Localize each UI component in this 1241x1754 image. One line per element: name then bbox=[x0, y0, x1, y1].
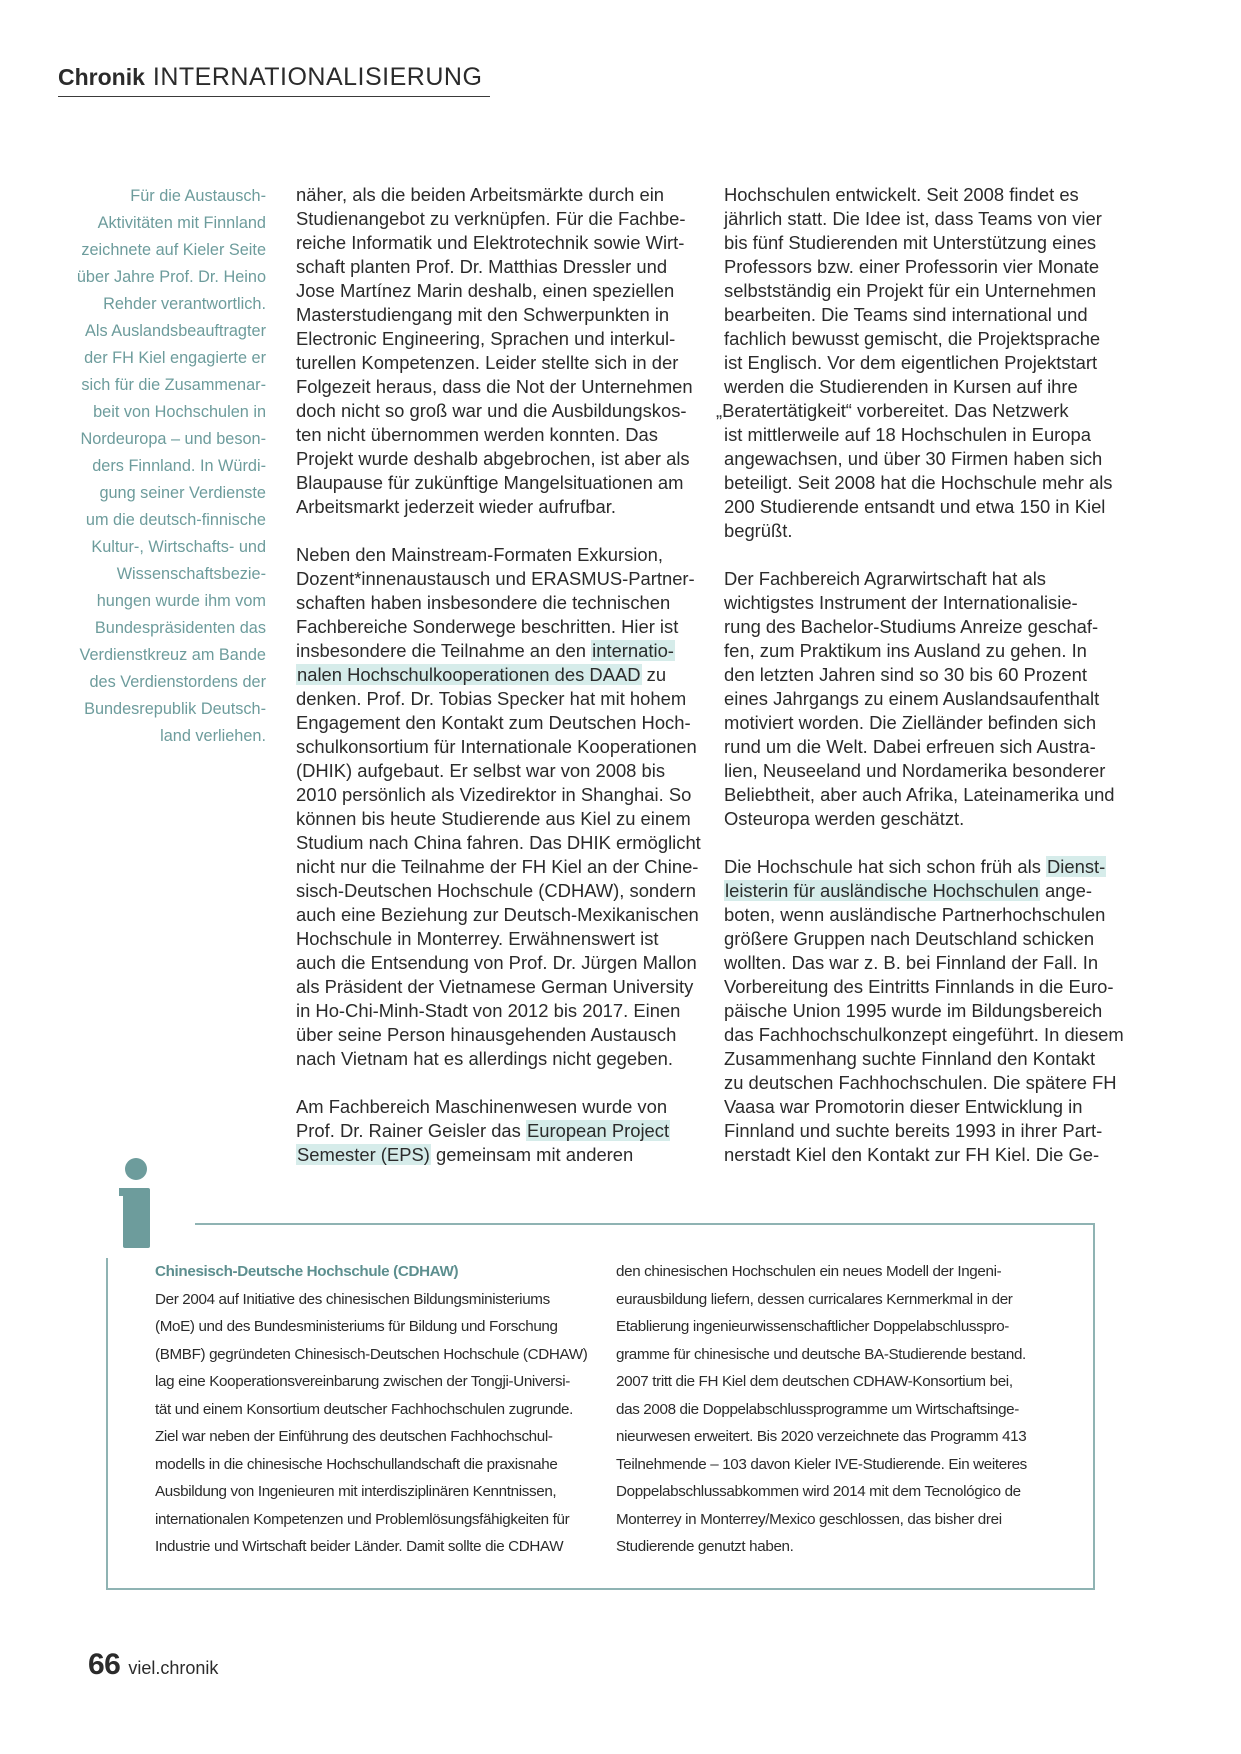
text-line: päische Union 1995 wurde im Bildungsbereich bbox=[724, 1000, 1103, 1021]
sidebar-line: Verdienstkreuz am Bande bbox=[79, 646, 266, 664]
body-column-right bbox=[716, 183, 1144, 1167]
text-line bbox=[296, 663, 706, 687]
text-line: selbstständig ein Projekt für ein Unternehmen bbox=[724, 280, 1097, 301]
text-run: Prof. Dr. Rainer Geisler das bbox=[296, 1120, 526, 1141]
sidebar-line: Rehder verantwortlich. bbox=[103, 295, 266, 313]
text-line: turellen Kompetenzen. Leider stellte sich in der bbox=[296, 352, 679, 373]
text-line: doch nicht so groß war und die Ausbildungskos- bbox=[296, 400, 687, 421]
text-line: größere Gruppen nach Deutschland schicken bbox=[724, 928, 1095, 949]
highlight-dienstleisterin: leisterin für ausländische Hochschulen bbox=[725, 880, 1039, 901]
info-box-line: lag eine Kooperationsvereinbarung zwischen der Tongji-Universi- bbox=[155, 1373, 570, 1390]
paragraph-gap bbox=[724, 543, 1144, 567]
text-line: Hochschule in Monterrey. Erwähnenswert ist bbox=[296, 928, 659, 949]
text-line: fachlich bewusst gemischt, die Projektsprache bbox=[724, 328, 1101, 349]
text-run: ange- bbox=[1039, 880, 1092, 901]
text-line: auch die Entsendung von Prof. Dr. Jürgen Mallon bbox=[296, 952, 697, 973]
text-line: nerstadt Kiel den Kontakt zur FH Kiel. Die Ge- bbox=[724, 1144, 1100, 1165]
text-line: Engagement den Kontakt zum Deutschen Hoch- bbox=[296, 712, 691, 733]
info-box-line: nieurwesen erweitert. Bis 2020 verzeichnete das Programm 413 bbox=[616, 1428, 1027, 1445]
info-i-dot bbox=[125, 1158, 147, 1180]
sidebar-line: Nordeuropa – und beson- bbox=[80, 430, 266, 448]
text-line: Professors bzw. einer Professorin vier Monate bbox=[724, 256, 1100, 277]
highlight-eps: European Project bbox=[526, 1120, 670, 1141]
text-line: bearbeiten. Die Teams sind international und bbox=[724, 304, 1088, 325]
text-line bbox=[724, 879, 1144, 903]
info-box-line: gramme für chinesische und deutsche BA-Studierende bestand. bbox=[616, 1345, 1026, 1363]
sidebar-line: Kultur-, Wirtschafts- und bbox=[91, 538, 266, 556]
text-line: „Beratertätigkeit“ vorbereitet. Das Netzwerk bbox=[716, 400, 1069, 421]
header-topic: INTERNATIONALISIERUNG bbox=[152, 63, 483, 91]
sidebar-line: Für die Austausch- bbox=[130, 187, 266, 205]
info-box-line: internationalen Kompetenzen und Problemlösungsfähigkeiten für bbox=[155, 1510, 570, 1528]
sidebar-line: um die deutsch-finnische bbox=[85, 511, 266, 529]
body-column-middle bbox=[296, 183, 706, 1167]
info-box-line: Etablierung ingenieurwissenschaftlicher Doppelabschlusspro- bbox=[616, 1318, 1010, 1335]
highlight-dienstleisterin: Dienst- bbox=[1047, 856, 1106, 877]
highlight-daad: nalen Hochschulkooperationen des DAAD bbox=[297, 664, 641, 685]
text-line: Projekt wurde deshalb abgebrochen, ist aber als bbox=[296, 448, 690, 469]
info-box-title: Chinesisch-Deutsche Hochschule (CDHAW) bbox=[155, 1263, 459, 1280]
text-line: werden die Studierenden in Kursen auf ihre bbox=[724, 376, 1078, 397]
text-line: Finnland und suchte bereits 1993 in ihrer Part- bbox=[724, 1120, 1103, 1141]
text-line: Studienangebot zu verknüpfen. Für die Fachbe- bbox=[296, 208, 686, 229]
text-line: Neben den Mainstream-Formaten Exkursion, bbox=[296, 544, 663, 565]
sidebar-line: der FH Kiel engagierte er bbox=[84, 349, 266, 367]
text-line: Hochschulen entwickelt. Seit 2008 findet es bbox=[724, 184, 1079, 205]
text-line: Vaasa war Promotorin dieser Entwicklung in bbox=[724, 1096, 1083, 1117]
info-box-border-top bbox=[195, 1223, 1095, 1225]
text-line: rund um die Welt. Dabei erfreuen sich Austra- bbox=[724, 736, 1096, 757]
page-number: 66 bbox=[88, 1648, 121, 1681]
info-box-border-bottom bbox=[106, 1588, 1095, 1590]
sidebar-line: ders Finnland. In Würdi- bbox=[92, 457, 266, 475]
info-box-line: Doppelabschlussabkommen wird 2014 mit dem Tecnológico de bbox=[616, 1483, 1021, 1500]
info-box-column-right bbox=[616, 1258, 1066, 1561]
sidebar-line: Bundespräsidenten das bbox=[94, 619, 266, 637]
sidebar-line: über Jahre Prof. Dr. Heino bbox=[76, 268, 266, 286]
text-line: begrüßt. bbox=[724, 520, 793, 541]
sidebar-line: Wissenschaftsbezie- bbox=[116, 565, 266, 583]
sidebar-line: Als Auslandsbeauftragter bbox=[84, 322, 266, 340]
text-line: Studium nach China fahren. Das DHIK ermöglicht bbox=[296, 832, 701, 853]
text-line: näher, als die beiden Arbeitsmärkte durch ein bbox=[296, 184, 665, 205]
text-line: schulkonsortium für Internationale Kooperationen bbox=[296, 736, 697, 757]
text-line bbox=[296, 1119, 706, 1143]
text-line: nicht nur die Teilnahme der FH Kiel an der Chine- bbox=[296, 856, 699, 877]
text-line: wollten. Das war z. B. bei Finnland der Fall. In bbox=[724, 952, 1099, 973]
text-line: motiviert worden. Die Zielländer befinden sich bbox=[724, 712, 1097, 733]
running-header bbox=[58, 62, 490, 97]
text-run: insbesondere die Teilnahme an den bbox=[296, 640, 592, 661]
text-run: zu bbox=[641, 664, 667, 685]
text-line: Der Fachbereich Agrarwirtschaft hat als bbox=[724, 568, 1046, 589]
text-line: denken. Prof. Dr. Tobias Specker hat mit hohem bbox=[296, 688, 687, 709]
sidebar-line: des Verdienstordens der bbox=[89, 673, 266, 691]
text-line: Dozent*innenaustausch und ERASMUS-Partner- bbox=[296, 568, 695, 589]
text-line: Jose Martínez Marin deshalb, einen speziellen bbox=[296, 280, 675, 301]
sidebar-line: Bundesrepublik Deutsch- bbox=[84, 700, 266, 718]
sidebar-line: zeichnete auf Kieler Seite bbox=[81, 241, 266, 259]
sidebar-line: sich für die Zusammenar- bbox=[81, 376, 266, 394]
text-line bbox=[296, 1143, 706, 1167]
text-line: in Ho-Chi-Minh-Stadt von 2012 bis 2017. Einen bbox=[296, 1000, 681, 1021]
paragraph-gap bbox=[724, 831, 1144, 855]
text-line: (DHIK) aufgebaut. Er selbst war von 2008 bis bbox=[296, 760, 666, 781]
text-line: Fachbereiche Sonderwege beschritten. Hier ist bbox=[296, 616, 679, 637]
info-box-line: (MoE) und des Bundesministeriums für Bildung und Forschung bbox=[155, 1318, 558, 1335]
publication-name: viel.chronik bbox=[128, 1658, 219, 1678]
header-section: Chronik bbox=[58, 64, 145, 90]
text-line: sisch-Deutschen Hochschule (CDHAW), sondern bbox=[296, 880, 696, 901]
text-line: fen, zum Praktikum ins Ausland zu gehen. In bbox=[724, 640, 1087, 661]
text-line bbox=[724, 855, 1144, 879]
info-box-line: Ausbildung von Ingenieuren mit interdisziplinären Kenntnissen, bbox=[155, 1483, 557, 1500]
info-box-line: Studierende genutzt haben. bbox=[616, 1538, 794, 1555]
text-line: ist Englisch. Vor dem eigentlichen Projektstart bbox=[724, 352, 1098, 373]
info-box-column-left bbox=[155, 1258, 600, 1561]
text-run: Die Hochschule hat sich schon früh als bbox=[724, 856, 1046, 877]
sidebar-note bbox=[56, 183, 266, 750]
text-line: 200 Studierende entsandt und etwa 150 in Kiel bbox=[724, 496, 1106, 517]
text-line: lien, Neuseeland und Nordamerika besonderer bbox=[724, 760, 1106, 781]
text-line: angewachsen, und über 30 Firmen haben sich bbox=[724, 448, 1103, 469]
text-line: als Präsident der Vietnamese German University bbox=[296, 976, 694, 997]
text-line: Folgezeit heraus, dass die Not der Unternehmen bbox=[296, 376, 693, 397]
info-box-border-right bbox=[1093, 1223, 1095, 1590]
info-box-line: Ziel war neben der Einführung des deutschen Fachhochschul- bbox=[155, 1428, 553, 1445]
info-box-line: eurausbildung liefern, dessen curricalares Kernmerkmal in der bbox=[616, 1290, 1013, 1308]
text-line: boten, wenn ausländische Partnerhochschulen bbox=[724, 904, 1106, 925]
text-line: schaft planten Prof. Dr. Matthias Dressler und bbox=[296, 256, 668, 277]
info-box-line: tät und einem Konsortium deutscher Fachhochschulen zugrunde. bbox=[155, 1400, 574, 1418]
text-line: rung des Bachelor-Studiums Anreize geschaf- bbox=[724, 616, 1099, 637]
paragraph-gap bbox=[296, 519, 706, 543]
sidebar-line: Aktivitäten mit Finnland bbox=[97, 214, 266, 232]
text-line: reiche Informatik und Elektrotechnik sowie Wirt- bbox=[296, 232, 685, 253]
info-box-line: 2007 tritt die FH Kiel dem deutschen CDHAW-Konsortium bei, bbox=[616, 1373, 1013, 1390]
text-line: Am Fachbereich Maschinenwesen wurde von bbox=[296, 1096, 668, 1117]
highlight-eps: Semester (EPS) bbox=[297, 1144, 430, 1165]
info-box-line: modells in die chinesische Hochschullandschaft die praxisnahe bbox=[155, 1455, 558, 1473]
text-line: können bis heute Studierende aus Kiel zu einem bbox=[296, 808, 691, 829]
text-line bbox=[296, 639, 706, 663]
text-line: das Fachhochschulkonzept eingeführt. In diesem bbox=[724, 1024, 1124, 1045]
text-line: Electronic Engineering, Sprachen und interkul- bbox=[296, 328, 676, 349]
text-line: Blaupause für zukünftige Mangelsituationen am bbox=[296, 472, 684, 493]
text-line: auch eine Beziehung zur Deutsch-Mexikanischen bbox=[296, 904, 699, 925]
text-line: ist mittlerweile auf 18 Hochschulen in Europa bbox=[724, 424, 1091, 445]
text-line: den letzten Jahren sind so 30 bis 60 Prozent bbox=[724, 664, 1087, 685]
text-line: jährlich statt. Die Idee ist, dass Teams von vier bbox=[724, 208, 1102, 229]
text-line: schaften haben insbesondere die technischen bbox=[296, 592, 671, 613]
text-run: gemeinsam mit anderen bbox=[430, 1144, 634, 1165]
text-line: über seine Person hinausgehenden Austausch bbox=[296, 1024, 677, 1045]
text-line: 2010 persönlich als Vizedirektor in Shanghai. So bbox=[296, 784, 692, 805]
text-line: zu deutschen Fachhochschulen. Die spätere FH bbox=[724, 1072, 1117, 1093]
info-box-line: den chinesischen Hochschulen ein neues Modell der Ingeni- bbox=[616, 1263, 1002, 1280]
page-footer bbox=[88, 1648, 218, 1682]
sidebar-line: gung seiner Verdienste bbox=[99, 484, 266, 502]
info-box-line: das 2008 die Doppelabschlussprogramme um Wirtschaftsinge- bbox=[616, 1400, 1019, 1418]
text-line: Vorbereitung des Eintritts Finnlands in die Euro- bbox=[724, 976, 1114, 997]
text-line: Arbeitsmarkt jederzeit wieder aufrufbar. bbox=[296, 496, 616, 517]
text-line: eines Jahrgangs zu einem Auslandsaufenthalt bbox=[724, 688, 1100, 709]
text-line: wichtigstes Instrument der Internationalisie- bbox=[724, 592, 1078, 613]
text-line: Masterstudiengang mit den Schwerpunkten in bbox=[296, 304, 670, 325]
highlight-daad: internatio- bbox=[592, 640, 674, 661]
text-line: nach Vietnam hat es allerdings nicht gegeben. bbox=[296, 1048, 673, 1069]
info-box-line: Industrie und Wirtschaft beider Länder. Damit sollte die CDHAW bbox=[155, 1538, 564, 1555]
info-box-line: (BMBF) gegründeten Chinesisch-Deutschen Hochschule (CDHAW) bbox=[155, 1345, 588, 1363]
sidebar-line: hungen wurde ihm vom bbox=[96, 592, 266, 610]
sidebar-line: land verliehen. bbox=[160, 727, 266, 745]
text-line: Zusammenhang suchte Finnland den Kontakt bbox=[724, 1048, 1096, 1069]
sidebar-line: beit von Hochschulen in bbox=[93, 403, 266, 421]
info-i-stem bbox=[123, 1188, 150, 1248]
info-box-line: Teilnehmende – 103 davon Kieler IVE-Studierende. Ein weiteres bbox=[616, 1455, 1027, 1473]
info-box-border-left bbox=[106, 1258, 108, 1590]
info-i-icon bbox=[120, 1158, 154, 1250]
info-box-line: Der 2004 auf Initiative des chinesischen Bildungsministeriums bbox=[155, 1290, 550, 1308]
info-box-line: Monterrey in Monterrey/Mexico geschlossen, das bisher drei bbox=[616, 1510, 1002, 1528]
text-line: beteiligt. Seit 2008 hat die Hochschule mehr als bbox=[724, 472, 1113, 493]
text-line: bis fünf Studierenden mit Unterstützung eines bbox=[724, 232, 1097, 253]
text-line: ten nicht übernommen werden konnten. Das bbox=[296, 424, 658, 445]
paragraph-gap bbox=[296, 1071, 706, 1095]
text-line: Osteuropa werden geschätzt. bbox=[724, 808, 965, 829]
text-line: Beliebtheit, aber auch Afrika, Lateinamerika und bbox=[724, 784, 1115, 805]
